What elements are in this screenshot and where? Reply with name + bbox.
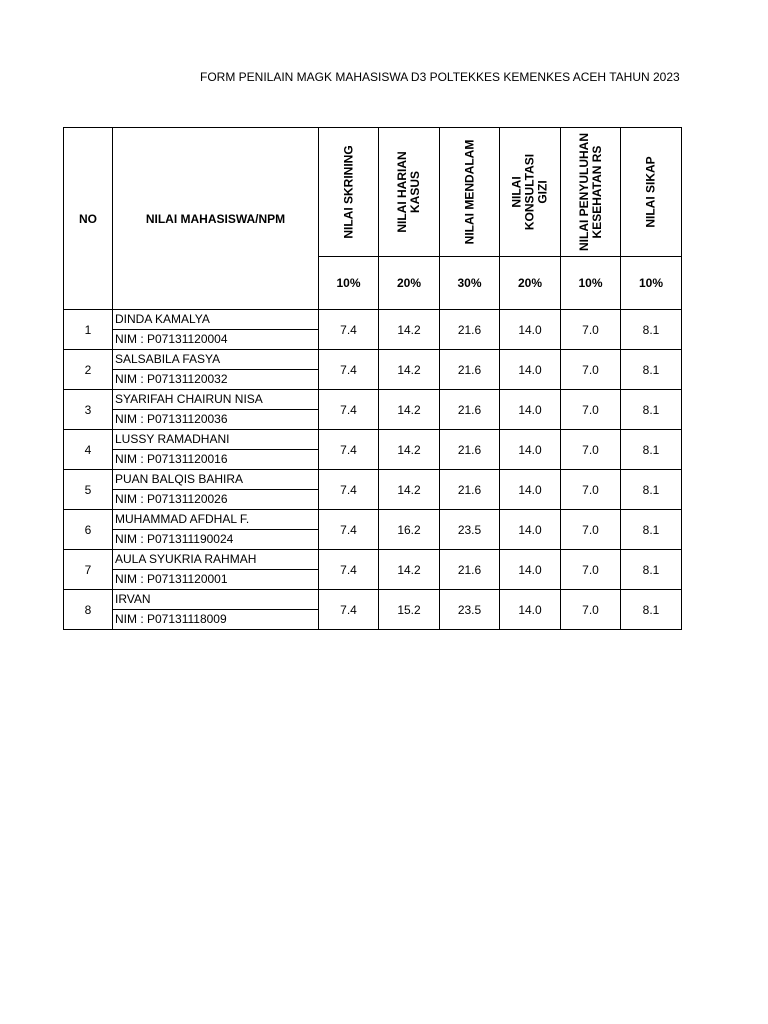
score-penyuluhan: 7.0 xyxy=(561,310,621,350)
score-mendalam: 21.6 xyxy=(440,470,500,510)
row-number: 5 xyxy=(64,470,113,510)
score-mendalam: 21.6 xyxy=(440,310,500,350)
header-skrining xyxy=(319,128,379,257)
score-skrining: 7.4 xyxy=(319,470,379,510)
weight-mendalam: 30% xyxy=(440,257,500,310)
score-mendalam: 21.6 xyxy=(440,550,500,590)
score-konsultasi-gizi: 14.0 xyxy=(500,310,561,350)
student-cell xyxy=(113,550,319,590)
score-skrining: 7.4 xyxy=(319,350,379,390)
score-penyuluhan: 7.0 xyxy=(561,470,621,510)
score-konsultasi-gizi: 14.0 xyxy=(500,390,561,430)
score-penyuluhan: 7.0 xyxy=(561,550,621,590)
student-name: LUSSY RAMADHANI xyxy=(113,430,318,450)
score-penyuluhan: 7.0 xyxy=(561,390,621,430)
score-penyuluhan: 7.0 xyxy=(561,590,621,630)
student-nim: NIM : P07131120026 xyxy=(115,492,228,506)
score-harian-kasus: 14.2 xyxy=(379,470,440,510)
student-cell xyxy=(113,470,319,510)
score-skrining: 7.4 xyxy=(319,550,379,590)
score-konsultasi-gizi: 14.0 xyxy=(500,470,561,510)
score-konsultasi-gizi: 14.0 xyxy=(500,590,561,630)
header-name: NILAI MAHASISWA/NPM xyxy=(113,128,319,310)
score-harian-kasus: 16.2 xyxy=(379,510,440,550)
header-row xyxy=(64,128,682,257)
grades-table xyxy=(63,127,682,630)
student-nim: NIM : P071311190024 xyxy=(115,532,234,546)
header-konsultasi-gizi xyxy=(500,128,561,257)
student-name: MUHAMMAD AFDHAL F. xyxy=(113,510,318,530)
header-mendalam xyxy=(440,128,500,257)
header-penyuluhan xyxy=(561,128,621,257)
row-number: 1 xyxy=(64,310,113,350)
score-konsultasi-gizi: 14.0 xyxy=(500,350,561,390)
score-skrining: 7.4 xyxy=(319,430,379,470)
header-harian-kasus xyxy=(379,128,440,257)
form-title: FORM PENILAIN MAGK MAHASISWA D3 POLTEKKES KEMENKES ACEH TAHUN 2023 xyxy=(200,70,680,84)
score-sikap: 8.1 xyxy=(621,510,682,550)
row-number: 8 xyxy=(64,590,113,630)
score-mendalam: 21.6 xyxy=(440,430,500,470)
student-cell xyxy=(113,430,319,470)
student-cell xyxy=(113,390,319,430)
score-skrining: 7.4 xyxy=(319,390,379,430)
student-name: DINDA KAMALYA xyxy=(113,310,318,330)
weight-penyuluhan: 10% xyxy=(561,257,621,310)
student-nim: NIM : P07131120016 xyxy=(115,452,228,466)
table-row xyxy=(64,590,682,630)
student-nim: NIM : P07131120036 xyxy=(115,412,228,426)
score-skrining: 7.4 xyxy=(319,510,379,550)
row-number: 6 xyxy=(64,510,113,550)
score-konsultasi-gizi: 14.0 xyxy=(500,430,561,470)
student-cell xyxy=(113,350,319,390)
student-name: SYARIFAH CHAIRUN NISA xyxy=(113,390,318,410)
header-sikap xyxy=(621,128,682,257)
score-penyuluhan: 7.0 xyxy=(561,430,621,470)
table-row xyxy=(64,390,682,430)
table-row xyxy=(64,510,682,550)
weight-sikap: 10% xyxy=(621,257,682,310)
score-sikap: 8.1 xyxy=(621,310,682,350)
student-name: SALSABILA FASYA xyxy=(113,350,318,370)
header-no: NO xyxy=(64,128,113,310)
student-nim: NIM : P07131120001 xyxy=(115,572,228,586)
weight-konsultasi-gizi: 20% xyxy=(500,257,561,310)
table-row xyxy=(64,470,682,510)
student-nim: NIM : P07131118009 xyxy=(115,612,227,626)
table-row xyxy=(64,430,682,470)
score-mendalam: 21.6 xyxy=(440,350,500,390)
score-konsultasi-gizi: 14.0 xyxy=(500,550,561,590)
row-number: 3 xyxy=(64,390,113,430)
row-number: 7 xyxy=(64,550,113,590)
student-cell xyxy=(113,310,319,350)
score-sikap: 8.1 xyxy=(621,550,682,590)
score-harian-kasus: 14.2 xyxy=(379,310,440,350)
table-row xyxy=(64,350,682,390)
score-harian-kasus: 14.2 xyxy=(379,390,440,430)
header-label: NILAI SIKAP xyxy=(643,156,658,228)
score-mendalam: 21.6 xyxy=(440,390,500,430)
score-konsultasi-gizi: 14.0 xyxy=(500,510,561,550)
score-skrining: 7.4 xyxy=(319,590,379,630)
score-mendalam: 23.5 xyxy=(440,590,500,630)
student-cell xyxy=(113,510,319,550)
score-harian-kasus: 14.2 xyxy=(379,550,440,590)
score-harian-kasus: 15.2 xyxy=(379,590,440,630)
score-sikap: 8.1 xyxy=(621,590,682,630)
header-label: NILAI MENDALAM xyxy=(462,139,476,245)
header-label: NILAI SKRINING xyxy=(341,145,355,239)
row-number: 2 xyxy=(64,350,113,390)
score-harian-kasus: 14.2 xyxy=(379,350,440,390)
score-mendalam: 23.5 xyxy=(440,510,500,550)
score-sikap: 8.1 xyxy=(621,390,682,430)
score-sikap: 8.1 xyxy=(621,470,682,510)
header-label: NILAI PENYULUHAN KESEHATAN RS xyxy=(576,133,604,252)
student-name: AULA SYUKRIA RAHMAH xyxy=(113,550,318,570)
score-skrining: 7.4 xyxy=(319,310,379,350)
student-nim: NIM : P07131120004 xyxy=(115,332,228,346)
student-nim: NIM : P07131120032 xyxy=(115,372,228,386)
score-penyuluhan: 7.0 xyxy=(561,350,621,390)
table-row xyxy=(64,550,682,590)
score-harian-kasus: 14.2 xyxy=(379,430,440,470)
student-name: IRVAN xyxy=(113,590,318,610)
student-cell xyxy=(113,590,319,630)
score-sikap: 8.1 xyxy=(621,430,682,470)
weight-harian-kasus: 20% xyxy=(379,257,440,310)
student-name: PUAN BALQIS BAHIRA xyxy=(113,470,318,490)
row-number: 4 xyxy=(64,430,113,470)
table-row xyxy=(64,310,682,350)
header-label: NILAI KONSULTASI GIZI xyxy=(509,153,550,231)
score-penyuluhan: 7.0 xyxy=(561,510,621,550)
header-label: NILAI HARIAN KASUS xyxy=(395,151,422,233)
score-sikap: 8.1 xyxy=(621,350,682,390)
weight-skrining: 10% xyxy=(319,257,379,310)
